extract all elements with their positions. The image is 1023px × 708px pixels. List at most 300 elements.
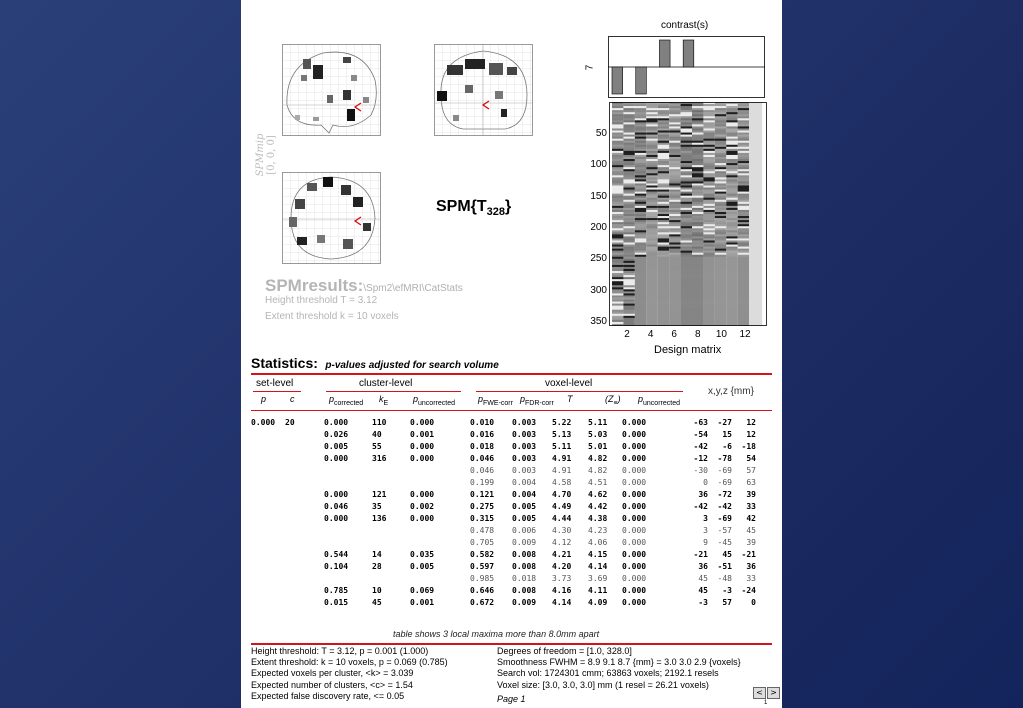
cell-cluster-pcorr	[324, 524, 372, 536]
x-tick-label: 6	[671, 329, 677, 340]
cell-y: -3	[722, 585, 732, 595]
cell-set-p	[251, 500, 285, 512]
cell-cluster-ke: 121	[372, 489, 387, 499]
table-row	[251, 572, 756, 584]
footer-right-line: Voxel size: [3.0, 3.0, 3.0] mm (1 resel = 26.21 voxels)	[497, 679, 709, 690]
cell-cluster-pcorr: 0.000	[324, 417, 349, 427]
cell-cluster-ke: 10	[372, 585, 382, 595]
cell-y: 57	[722, 597, 732, 607]
table-row	[251, 428, 756, 440]
cell-set-p	[251, 428, 285, 440]
cell-voxel-punc: 0.000	[622, 561, 647, 571]
col-voxel-punc-p: p	[638, 394, 644, 404]
cell-voxel-pfwe: 0.016	[470, 429, 495, 439]
page-label: Page 1	[497, 694, 526, 704]
set-level-header: set-level	[256, 378, 294, 389]
cell-cluster-pcorr: 0.026	[324, 429, 349, 439]
cell-voxel-pfwe: 0.478	[470, 525, 495, 535]
cell-voxel-punc: 0.000	[622, 501, 647, 511]
cell-cluster-pcorr: 0.104	[324, 561, 349, 571]
cell-y: -51	[717, 561, 732, 571]
y-tick-label: 350	[590, 315, 607, 327]
cell-x: -63	[693, 417, 708, 427]
cell-set-c	[285, 596, 324, 608]
glass-brain-sagittal-svg	[283, 45, 380, 135]
cell-x: -3	[698, 597, 708, 607]
cell-x: -42	[693, 441, 708, 451]
cell-cluster-ke: 14	[372, 549, 382, 559]
cell-voxel-punc: 0.000	[622, 477, 647, 487]
cell-set-c	[285, 536, 324, 548]
cell-cluster-punc: 0.002	[410, 501, 435, 511]
cell-voxel-punc: 0.000	[622, 489, 647, 499]
cell-voxel-t: 4.20	[552, 561, 572, 571]
page-number: 1	[764, 700, 768, 706]
table-note: table shows 3 local maxima more than 8.0mm apart	[393, 629, 600, 639]
prev-page-button[interactable]: <	[753, 687, 766, 699]
contrast-bar	[612, 67, 623, 94]
y-tick-label: 200	[590, 221, 607, 233]
cell-set-p	[251, 596, 285, 608]
cell-voxel-z: 4.82	[588, 453, 608, 463]
table-row	[251, 440, 756, 452]
cell-voxel-pfdr: 0.008	[512, 585, 537, 595]
cell-set-p	[251, 548, 285, 560]
cell-y: -57	[717, 525, 732, 535]
cell-z: 57	[746, 465, 756, 475]
next-page-button[interactable]: >	[767, 687, 780, 699]
cell-set-c	[285, 488, 324, 500]
cell-set-c	[285, 572, 324, 584]
cell-voxel-punc: 0.000	[622, 585, 647, 595]
cluster-level-header: cluster-level	[359, 378, 413, 389]
cell-voxel-pfwe: 0.121	[470, 489, 495, 499]
cell-set-c	[285, 548, 324, 560]
cell-set-p	[251, 536, 285, 548]
cell-voxel-z: 4.38	[588, 513, 608, 523]
contrast-bar	[636, 67, 647, 94]
cell-voxel-t: 4.12	[552, 537, 572, 547]
cell-voxel-punc: 0.000	[622, 417, 647, 427]
cell-voxel-pfdr: 0.003	[512, 453, 537, 463]
cell-voxel-z: 5.03	[588, 429, 608, 439]
cell-voxel-punc: 0.000	[622, 573, 647, 583]
footer-right-line: Search vol: 1724301 cmm; 63863 voxels; 2192.1 resels	[497, 668, 719, 679]
cell-z: -18	[741, 441, 756, 451]
cell-voxel-t: 5.13	[552, 429, 572, 439]
col-voxel-z-sub: ≡	[613, 399, 618, 407]
design-matrix-column	[726, 102, 737, 326]
set-level-rule	[253, 391, 301, 392]
cell-voxel-pfwe: 0.018	[470, 441, 495, 451]
table-row	[251, 524, 756, 536]
cell-set-c	[285, 512, 324, 524]
cell-voxel-z: 4.42	[588, 501, 608, 511]
cell-voxel-z: 5.01	[588, 441, 608, 451]
cell-cluster-ke: 136	[372, 513, 387, 523]
cell-voxel-pfdr: 0.003	[512, 429, 537, 439]
cell-cluster-punc	[410, 536, 470, 548]
cell-z: 36	[746, 561, 756, 571]
spmresults-header	[265, 276, 463, 296]
statistics-heading	[251, 355, 499, 373]
glass-brain-axial	[282, 172, 381, 264]
cell-cluster-punc: 0.000	[410, 453, 435, 463]
cell-cluster-pcorr: 0.046	[324, 501, 349, 511]
col-voxel-pfdr	[520, 394, 554, 407]
design-matrix-column	[738, 102, 749, 326]
footer-left	[251, 646, 448, 702]
col-cluster-punc	[413, 394, 455, 407]
footer-left-line: Extent threshold: k = 10 voxels, p = 0.069 (0.785)	[251, 657, 448, 668]
table-row	[251, 416, 756, 428]
table-row	[251, 560, 756, 572]
glass-brain-coronal-svg	[435, 45, 532, 135]
footer-right	[497, 646, 741, 691]
cell-y: -69	[717, 465, 732, 475]
cell-set-p	[251, 488, 285, 500]
cell-voxel-pfdr: 0.006	[512, 525, 537, 535]
cell-voxel-t: 4.49	[552, 501, 572, 511]
cell-voxel-t: 4.44	[552, 513, 572, 523]
cell-voxel-t: 4.91	[552, 453, 572, 463]
cell-cluster-pcorr	[324, 536, 372, 548]
cell-cluster-ke: 28	[372, 561, 382, 571]
glass-brain-sagittal	[282, 44, 381, 136]
cell-z: 12	[746, 429, 756, 439]
y-tick-label: 150	[590, 190, 607, 202]
col-voxel-pfwe-p: p	[478, 394, 484, 404]
cell-z: 0	[751, 597, 756, 607]
cell-z: 39	[746, 489, 756, 499]
col-cluster-ke-k: k	[379, 394, 384, 404]
cell-cluster-ke	[372, 536, 410, 548]
cell-x: 36	[698, 561, 708, 571]
cell-voxel-punc: 0.000	[622, 537, 647, 547]
cell-voxel-punc: 0.000	[622, 465, 647, 475]
cell-z: -21	[741, 549, 756, 559]
cell-cluster-ke	[372, 524, 410, 536]
cell-voxel-punc: 0.000	[622, 549, 647, 559]
cell-voxel-punc: 0.000	[622, 429, 647, 439]
cell-voxel-t: 4.30	[552, 525, 572, 535]
cell-x: 3	[703, 525, 708, 535]
spmresults-path: \Spm2\efMRI\CatStats	[363, 283, 463, 294]
spmmip-name: SPMmip	[255, 133, 266, 177]
cell-set-c	[285, 500, 324, 512]
cell-voxel-z: 5.11	[588, 417, 608, 427]
cell-voxel-pfwe: 0.597	[470, 561, 495, 571]
glass-brain-coronal	[434, 44, 533, 136]
cell-y: -27	[717, 417, 732, 427]
cell-y: 15	[722, 429, 732, 439]
contrast-plot	[608, 36, 765, 98]
col-cluster-pcorr	[329, 394, 363, 407]
cell-cluster-ke: 45	[372, 597, 382, 607]
table-row	[251, 596, 756, 608]
cell-voxel-z: 4.62	[588, 489, 608, 499]
design-matrix-column	[715, 102, 726, 326]
cell-cluster-ke: 110	[372, 417, 387, 427]
cell-set-c	[285, 524, 324, 536]
cell-x: 45	[698, 573, 708, 583]
table-row	[251, 464, 756, 476]
design-matrix-column	[635, 102, 646, 326]
cell-voxel-z: 3.69	[588, 573, 608, 583]
contrast-bar	[683, 40, 694, 67]
cell-cluster-punc: 0.001	[410, 429, 435, 439]
cell-voxel-punc: 0.000	[622, 441, 647, 451]
cell-voxel-pfwe: 0.705	[470, 537, 495, 547]
col-voxel-pfdr-sub: FDR-corr	[525, 399, 554, 407]
cell-set-p	[251, 524, 285, 536]
cell-cluster-pcorr: 0.785	[324, 585, 349, 595]
cell-cluster-ke: 35	[372, 501, 382, 511]
cell-x: -54	[693, 429, 708, 439]
cell-voxel-z: 4.06	[588, 537, 608, 547]
design-matrix-column	[703, 102, 714, 326]
col-voxel-pfwe-sub: FWE-corr	[483, 399, 513, 407]
col-voxel-punc	[638, 394, 680, 407]
table-row	[251, 512, 756, 524]
cell-set-c: 20	[285, 417, 295, 427]
cell-x: -42	[693, 501, 708, 511]
y-tick-label: 50	[595, 128, 607, 139]
cell-voxel-pfwe: 0.199	[470, 477, 495, 487]
cell-voxel-pfdr: 0.003	[512, 417, 537, 427]
spm-stat-name: SPM{T	[436, 198, 487, 215]
cell-voxel-pfdr: 0.005	[512, 513, 537, 523]
cluster-level-rule	[326, 391, 461, 392]
spm-stat-title	[436, 198, 511, 218]
cell-voxel-t: 4.91	[552, 465, 572, 475]
cell-voxel-pfdr: 0.003	[512, 465, 537, 475]
cell-voxel-pfwe: 0.646	[470, 585, 495, 595]
cell-voxel-pfdr: 0.004	[512, 489, 537, 499]
spm-results-page	[241, 0, 782, 708]
cell-set-p: 0.000	[251, 417, 276, 427]
col-voxel-pfdr-p: p	[520, 394, 526, 404]
voxel-level-header: voxel-level	[545, 378, 593, 389]
spm-stat-df: 328	[486, 206, 506, 219]
voxel-level-rule	[476, 391, 683, 392]
cell-voxel-pfwe: 0.672	[470, 597, 495, 607]
cell-x: 0	[703, 477, 708, 487]
design-matrix-column	[623, 102, 634, 326]
contrast-bar	[659, 40, 670, 67]
cell-cluster-pcorr	[324, 464, 372, 476]
col-cluster-punc-sub: uncorrected	[418, 399, 455, 407]
cell-set-p	[251, 464, 285, 476]
design-matrix-column	[669, 102, 680, 326]
y-tick-label: 300	[590, 284, 607, 296]
cell-cluster-punc	[410, 476, 470, 488]
footer-right-line: Degrees of freedom = [1.0, 328.0]	[497, 646, 632, 656]
cell-voxel-t: 5.22	[552, 417, 572, 427]
col-cluster-punc-p: p	[413, 394, 419, 404]
cell-voxel-z: 4.09	[588, 597, 608, 607]
spmmip-rotated-label	[255, 120, 285, 190]
cell-y: -42	[717, 501, 732, 511]
cell-cluster-punc: 0.000	[410, 441, 435, 451]
cell-cluster-punc: 0.000	[410, 417, 435, 427]
cell-voxel-z: 4.51	[588, 477, 608, 487]
cell-set-c	[285, 476, 324, 488]
cell-x: -30	[693, 465, 708, 475]
cell-set-c	[285, 428, 324, 440]
cell-cluster-punc	[410, 572, 470, 584]
cell-voxel-z: 4.15	[588, 549, 608, 559]
cell-set-p	[251, 560, 285, 572]
cell-cluster-punc: 0.069	[410, 585, 435, 595]
cell-x: -21	[693, 549, 708, 559]
cell-set-p	[251, 476, 285, 488]
col-cluster-pcorr-sub: corrected	[334, 399, 364, 407]
y-tick-label: 250	[590, 253, 607, 265]
cell-voxel-t: 4.14	[552, 597, 572, 607]
col-voxel-t: T	[567, 394, 573, 404]
col-cluster-pcorr-p: p	[329, 394, 335, 404]
cell-voxel-t: 3.73	[552, 573, 572, 583]
cell-z: 12	[746, 417, 756, 427]
table-row	[251, 500, 756, 512]
cell-set-p	[251, 584, 285, 596]
design-matrix-xlabel: Design matrix	[654, 344, 722, 356]
cell-set-c	[285, 440, 324, 452]
cell-voxel-pfdr: 0.009	[512, 537, 537, 547]
x-tick-label: 4	[647, 329, 654, 340]
design-matrix-column	[658, 102, 669, 326]
cell-cluster-punc	[410, 464, 470, 476]
table-row	[251, 536, 756, 548]
results-table	[251, 416, 756, 608]
cell-z: 39	[746, 537, 756, 547]
cell-x: -12	[693, 453, 708, 463]
footer-left-line: Height threshold: T = 3.12, p = 0.001 (1.000)	[251, 646, 429, 656]
spm-stat-close: }	[505, 198, 512, 215]
cell-z: 33	[746, 573, 756, 583]
cell-voxel-z: 4.14	[588, 561, 608, 571]
x-tick-label: 12	[739, 329, 751, 340]
cell-voxel-pfwe: 0.046	[470, 453, 495, 463]
cell-cluster-punc: 0.001	[410, 597, 435, 607]
cell-voxel-punc: 0.000	[622, 525, 647, 535]
cell-voxel-punc: 0.000	[622, 597, 647, 607]
spmmip-coords: [0, 0, 0]	[266, 135, 277, 175]
cell-y: -78	[717, 453, 732, 463]
cell-voxel-t: 4.70	[552, 489, 572, 499]
cell-cluster-ke	[372, 464, 410, 476]
cell-z: 54	[746, 453, 756, 463]
statistics-title: Statistics:	[251, 355, 318, 371]
cell-voxel-pfdr: 0.005	[512, 501, 537, 511]
cell-voxel-z: 4.11	[588, 585, 608, 595]
table-header-rule	[251, 410, 772, 411]
cell-x: 45	[698, 585, 708, 595]
cell-voxel-pfwe: 0.985	[470, 573, 495, 583]
col-set-c: c	[290, 394, 295, 404]
cell-voxel-t: 4.58	[552, 477, 572, 487]
design-matrix-column	[646, 102, 657, 326]
table-row	[251, 476, 756, 488]
x-tick-label: 2	[624, 329, 630, 340]
cell-x: 3	[703, 513, 708, 523]
cell-voxel-punc: 0.000	[622, 513, 647, 523]
cell-set-p	[251, 452, 285, 464]
cell-z: 33	[746, 501, 756, 511]
cell-cluster-pcorr: 0.000	[324, 489, 349, 499]
col-set-p: p	[261, 394, 267, 404]
cell-cluster-ke: 40	[372, 429, 382, 439]
x-tick-label: 10	[715, 329, 727, 340]
cell-cluster-pcorr	[324, 572, 372, 584]
cell-cluster-pcorr: 0.000	[324, 453, 349, 463]
cell-voxel-pfdr: 0.018	[512, 573, 537, 583]
cell-voxel-z: 4.23	[588, 525, 608, 535]
cell-voxel-pfdr: 0.008	[512, 561, 537, 571]
cell-voxel-pfwe: 0.582	[470, 549, 495, 559]
cell-z: -24	[741, 585, 756, 595]
col-cluster-ke-sub: E	[383, 399, 389, 407]
contrast-title: contrast(s)	[661, 20, 709, 31]
footer-left-line: Expected number of clusters, <c> = 1.54	[251, 679, 413, 690]
footer-right-line: Smoothness FWHM = 8.9 9.1 8.7 {mm} = 3.0 3.0 2.9 {voxels}	[497, 657, 741, 668]
col-voxel-z-close: )	[617, 394, 621, 404]
footer-rule	[251, 643, 772, 645]
col-voxel-z	[605, 394, 621, 407]
cell-y: 45	[722, 549, 732, 559]
footer-left-line: Expected false discovery rate, <= 0.05	[251, 690, 405, 701]
cell-set-p	[251, 440, 285, 452]
cell-y: -69	[717, 477, 732, 487]
statistics-subtitle: p-values adjusted for search volume	[325, 360, 499, 371]
cell-voxel-punc: 0.000	[622, 453, 647, 463]
cell-cluster-pcorr	[324, 476, 372, 488]
statistics-rule	[251, 373, 772, 375]
design-matrix	[609, 102, 767, 326]
extent-threshold-line: Extent threshold k = 10 voxels	[265, 311, 399, 322]
design-matrix-column	[692, 102, 703, 326]
cell-z: 63	[746, 477, 756, 487]
cell-cluster-ke: 316	[372, 453, 387, 463]
cell-set-p	[251, 572, 285, 584]
cell-voxel-pfwe: 0.046	[470, 465, 495, 475]
xyz-header: x,y,z {mm}	[708, 386, 754, 397]
design-matrix-column	[749, 102, 762, 326]
cell-y: -48	[717, 573, 732, 583]
cell-cluster-punc: 0.005	[410, 561, 435, 571]
cell-x: 9	[703, 537, 708, 547]
spmresults-title: SPMresults:	[265, 276, 364, 295]
cell-voxel-pfdr: 0.003	[512, 441, 537, 451]
col-voxel-pfwe	[478, 394, 513, 407]
table-row	[251, 488, 756, 500]
cell-cluster-pcorr: 0.000	[324, 513, 349, 523]
table-row	[251, 584, 756, 596]
cell-cluster-ke: 55	[372, 441, 382, 451]
col-voxel-punc-sub: uncorrected	[643, 399, 680, 407]
cell-set-c	[285, 464, 324, 476]
cell-z: 45	[746, 525, 756, 535]
cell-voxel-pfdr: 0.009	[512, 597, 537, 607]
design-matrix-column	[612, 102, 623, 326]
cell-cluster-punc: 0.000	[410, 513, 435, 523]
cell-z: 42	[746, 513, 756, 523]
cell-voxel-t: 4.21	[552, 549, 572, 559]
cell-set-c	[285, 452, 324, 464]
height-threshold-line: Height threshold T = 3.12	[265, 295, 378, 306]
cell-cluster-ke	[372, 476, 410, 488]
